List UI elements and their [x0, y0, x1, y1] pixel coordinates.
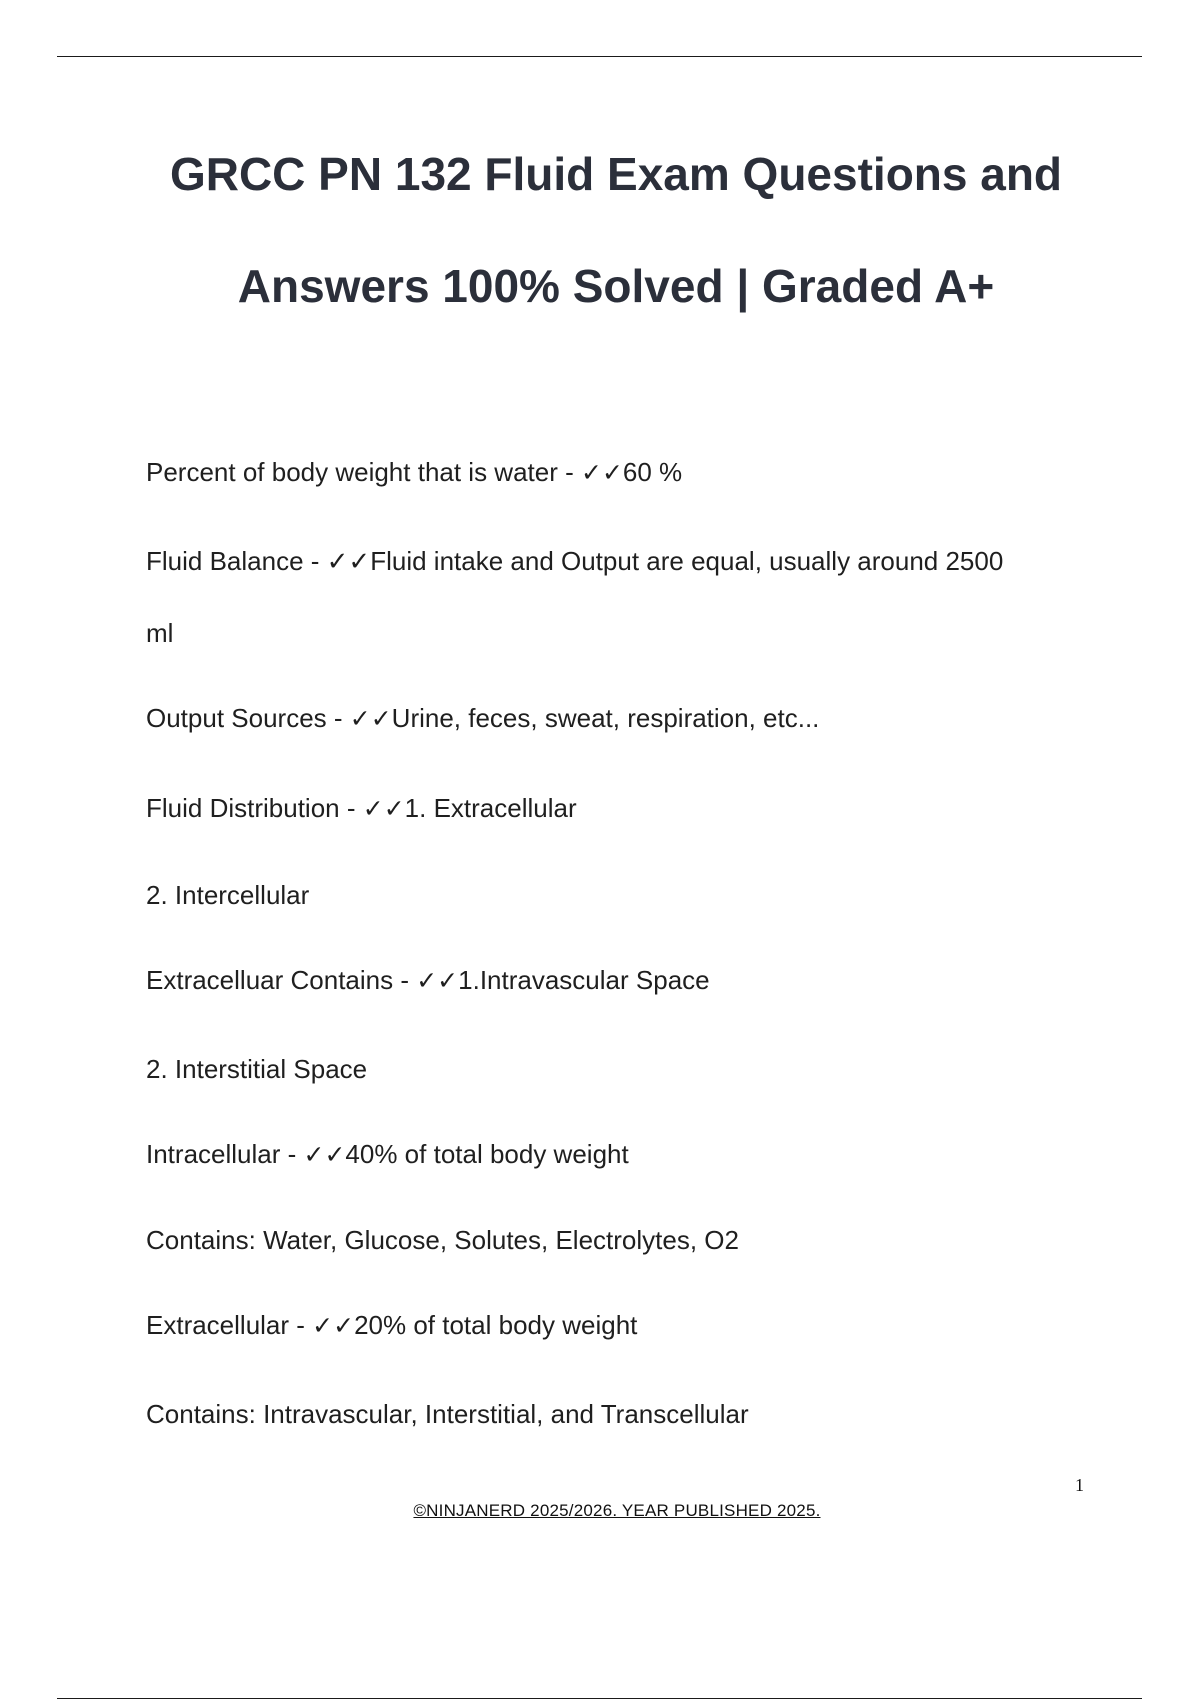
page-number: 1 [1075, 1475, 1084, 1495]
qa-answer: Urine, feces, sweat, respiration, etc... [391, 703, 820, 733]
qa-line: Contains: Water, Glucose, Solutes, Electrolytes, O2 [146, 1225, 739, 1255]
double-check-icon: ✓✓ [312, 1311, 355, 1340]
double-check-icon: ✓✓ [362, 794, 405, 823]
double-check-icon: ✓✓ [349, 704, 392, 733]
qa-separator: - [393, 965, 417, 995]
qa-line: Fluid Balance - ✓✓Fluid intake and Output are equal, usually around 2500 [146, 546, 1004, 576]
qa-line [146, 792, 577, 825]
qa-answer: 40% of total body weight [345, 1139, 629, 1169]
qa-term: Percent of body weight that is water [146, 457, 558, 487]
top-rule [57, 56, 1142, 57]
qa-term: Extracelluar Contains [146, 965, 394, 995]
qa-term: Intracellular [146, 1139, 281, 1169]
qa-line [146, 702, 819, 735]
qa-separator: - [557, 457, 581, 487]
qa-line [146, 1309, 637, 1342]
double-check-icon: ✓✓ [416, 966, 459, 995]
qa-term: Fluid Distribution [146, 793, 340, 823]
qa-answer: 60 % [622, 457, 683, 487]
bottom-rule [57, 1698, 1142, 1699]
qa-answer: 1. Extracellular [404, 793, 577, 823]
qa-line: 2. Interstitial Space [146, 1054, 368, 1084]
qa-term: Extracellular [146, 1310, 290, 1340]
qa-term: Output Sources [146, 703, 327, 733]
copyright-footer: ©NINJANERD 2025/2026. YEAR PUBLISHED 2025. [413, 1501, 821, 1520]
qa-answer: 20% of total body weight [354, 1310, 638, 1340]
document-title: GRCC PN 132 Fluid Exam Questions and Answers 100% Solved | Graded A+ [169, 148, 1063, 312]
qa-separator: - [326, 703, 350, 733]
qa-line-continued: ml [146, 618, 174, 648]
qa-answer: 1.Intravascular Space [458, 965, 710, 995]
qa-separator: - [339, 793, 363, 823]
double-check-icon: ✓✓ [303, 1140, 346, 1169]
qa-separator: - [280, 1139, 304, 1169]
qa-line [146, 456, 682, 489]
qa-line [146, 964, 710, 997]
qa-line: 2. Intercellular [146, 880, 310, 910]
qa-separator: - [289, 1310, 313, 1340]
qa-line [146, 1138, 629, 1171]
double-check-icon: ✓✓ [581, 458, 623, 487]
qa-line: Contains: Intravascular, Interstitial, and Transcellular [146, 1399, 749, 1429]
